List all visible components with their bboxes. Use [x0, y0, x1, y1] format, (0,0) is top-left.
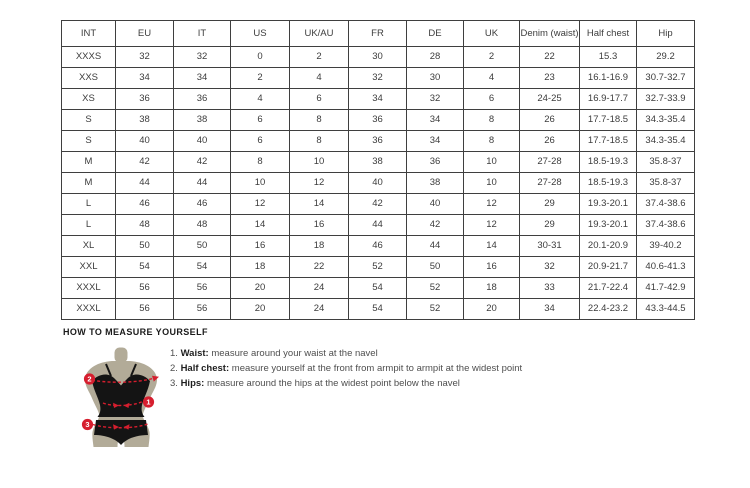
size-cell: 32 — [349, 68, 407, 89]
size-table-header-row — [62, 21, 695, 47]
size-cell: 46 — [116, 194, 174, 215]
size-cell: 16 — [290, 215, 349, 236]
size-cell: 48 — [174, 215, 231, 236]
size-cell: 16 — [464, 257, 520, 278]
size-cell: 16.1-16.9 — [580, 68, 637, 89]
size-cell: 20.9-21.7 — [580, 257, 637, 278]
size-cell: 40 — [116, 131, 174, 152]
size-cell: 34 — [349, 89, 407, 110]
size-cell: 18 — [231, 257, 290, 278]
size-cell: 12 — [464, 215, 520, 236]
size-cell: 18.5-19.3 — [580, 173, 637, 194]
size-cell: 4 — [231, 89, 290, 110]
size-cell: 27-28 — [520, 152, 580, 173]
size-cell: 0 — [231, 47, 290, 68]
size-cell: 17.7-18.5 — [580, 131, 637, 152]
size-cell: 42 — [174, 152, 231, 173]
size-cell: XXXL — [62, 278, 116, 299]
size-cell: 19.3-20.1 — [580, 194, 637, 215]
size-cell: 41.7-42.9 — [637, 278, 695, 299]
size-cell: L — [62, 215, 116, 236]
size-cell: 34 — [407, 131, 464, 152]
size-cell: 6 — [231, 131, 290, 152]
size-cell: 19.3-20.1 — [580, 215, 637, 236]
size-cell: 38 — [174, 110, 231, 131]
size-col-header: Half chest — [580, 21, 637, 47]
size-cell: 18 — [464, 278, 520, 299]
size-cell: 17.7-18.5 — [580, 110, 637, 131]
size-cell: 15.3 — [580, 47, 637, 68]
size-cell: 23 — [520, 68, 580, 89]
size-cell: 40 — [174, 131, 231, 152]
size-cell: 16.9-17.7 — [580, 89, 637, 110]
size-cell: M — [62, 173, 116, 194]
size-cell: 52 — [407, 299, 464, 320]
size-cell: XXXL — [62, 299, 116, 320]
hips-badge-number: 3 — [85, 420, 90, 430]
size-cell: 42 — [349, 194, 407, 215]
size-cell: 16 — [231, 236, 290, 257]
size-table-row — [62, 47, 695, 68]
size-cell: 18.5-19.3 — [580, 152, 637, 173]
size-cell: 43.3-44.5 — [637, 299, 695, 320]
size-col-header: DE — [407, 21, 464, 47]
size-cell: 50 — [407, 257, 464, 278]
size-cell: 20.1-20.9 — [580, 236, 637, 257]
size-cell: 22 — [520, 47, 580, 68]
size-cell: 54 — [174, 257, 231, 278]
size-cell: 34 — [116, 68, 174, 89]
size-col-header: INT — [62, 21, 116, 47]
size-col-header: IT — [174, 21, 231, 47]
size-table-row — [62, 68, 695, 89]
size-cell: 6 — [231, 110, 290, 131]
size-table-body — [62, 21, 695, 320]
measure-steps — [170, 349, 522, 393]
size-col-header: US — [231, 21, 290, 47]
size-cell: 10 — [464, 152, 520, 173]
size-cell: 56 — [116, 278, 174, 299]
size-cell: 29 — [520, 215, 580, 236]
size-cell: 29.2 — [637, 47, 695, 68]
size-cell: 20 — [231, 278, 290, 299]
half-chest-badge-number: 2 — [87, 374, 92, 384]
size-cell: 10 — [290, 152, 349, 173]
size-cell: 32 — [407, 89, 464, 110]
size-cell: 38 — [349, 152, 407, 173]
size-cell: 8 — [290, 110, 349, 131]
size-table-row — [62, 278, 695, 299]
size-cell: 40 — [349, 173, 407, 194]
size-cell: 50 — [116, 236, 174, 257]
size-cell: S — [62, 131, 116, 152]
size-cell: L — [62, 194, 116, 215]
size-col-header: EU — [116, 21, 174, 47]
size-cell: 8 — [290, 131, 349, 152]
waist-badge-number: 1 — [146, 397, 151, 407]
size-col-header: UK — [464, 21, 520, 47]
size-cell: 14 — [231, 215, 290, 236]
size-cell: 12 — [290, 173, 349, 194]
size-cell: 32 — [520, 257, 580, 278]
size-cell: 14 — [290, 194, 349, 215]
size-table-row — [62, 89, 695, 110]
size-cell: 54 — [116, 257, 174, 278]
size-cell: S — [62, 110, 116, 131]
hips-badge — [82, 419, 93, 430]
size-cell: 40 — [407, 194, 464, 215]
size-cell: 54 — [349, 299, 407, 320]
size-cell: 22 — [290, 257, 349, 278]
size-table-row — [62, 131, 695, 152]
size-cell: 22.4-23.2 — [580, 299, 637, 320]
size-table-row — [62, 194, 695, 215]
size-cell: 4 — [464, 68, 520, 89]
size-cell: M — [62, 152, 116, 173]
size-cell: 34 — [407, 110, 464, 131]
size-table-row — [62, 215, 695, 236]
size-cell: 34.3-35.4 — [637, 110, 695, 131]
size-cell: 8 — [464, 110, 520, 131]
size-cell: 54 — [349, 278, 407, 299]
size-cell: 30.7-32.7 — [637, 68, 695, 89]
size-cell: 36 — [349, 131, 407, 152]
size-cell: 52 — [349, 257, 407, 278]
size-cell: 46 — [349, 236, 407, 257]
size-cell: 29 — [520, 194, 580, 215]
size-cell: 36 — [349, 110, 407, 131]
half-chest-badge — [84, 373, 95, 384]
size-cell: 36 — [407, 152, 464, 173]
size-cell: 35.8-37 — [637, 152, 695, 173]
size-cell: 10 — [231, 173, 290, 194]
size-table-row — [62, 257, 695, 278]
size-cell: 27-28 — [520, 173, 580, 194]
size-cell: XL — [62, 236, 116, 257]
size-table-row — [62, 152, 695, 173]
size-cell: 33 — [520, 278, 580, 299]
size-cell: 30 — [407, 68, 464, 89]
size-cell: 14 — [464, 236, 520, 257]
size-cell: 34 — [174, 68, 231, 89]
size-cell: 44 — [116, 173, 174, 194]
size-cell: 24 — [290, 299, 349, 320]
waist-badge — [143, 396, 154, 407]
measure-section-title: HOW TO MEASURE YOURSELF — [63, 327, 208, 337]
size-table — [61, 20, 695, 320]
size-cell: XS — [62, 89, 116, 110]
size-cell: 42 — [116, 152, 174, 173]
size-cell: 38 — [116, 110, 174, 131]
size-cell: 38 — [407, 173, 464, 194]
size-cell: 26 — [520, 131, 580, 152]
size-table-row — [62, 299, 695, 320]
size-cell: 46 — [174, 194, 231, 215]
size-cell: 37.4-38.6 — [637, 194, 695, 215]
size-col-header: UK/AU — [290, 21, 349, 47]
size-cell: XXL — [62, 257, 116, 278]
size-table-row — [62, 236, 695, 257]
size-cell: 6 — [290, 89, 349, 110]
size-cell: 24 — [290, 278, 349, 299]
size-cell: 56 — [174, 278, 231, 299]
size-cell: 10 — [464, 173, 520, 194]
size-cell: 34.3-35.4 — [637, 131, 695, 152]
size-cell: 36 — [116, 89, 174, 110]
size-cell: 12 — [464, 194, 520, 215]
size-cell: 32 — [116, 47, 174, 68]
size-cell: 30 — [349, 47, 407, 68]
size-cell: 20 — [464, 299, 520, 320]
size-cell: 30-31 — [520, 236, 580, 257]
size-table-row — [62, 173, 695, 194]
size-cell: 2 — [464, 47, 520, 68]
size-cell: 34 — [520, 299, 580, 320]
size-cell: 26 — [520, 110, 580, 131]
size-cell: 52 — [407, 278, 464, 299]
size-col-header: FR — [349, 21, 407, 47]
size-cell: 4 — [290, 68, 349, 89]
size-cell: 28 — [407, 47, 464, 68]
size-cell: 37.4-38.6 — [637, 215, 695, 236]
size-cell: 32 — [174, 47, 231, 68]
size-cell: 2 — [231, 68, 290, 89]
size-cell: 44 — [174, 173, 231, 194]
size-cell: 8 — [231, 152, 290, 173]
size-cell: 42 — [407, 215, 464, 236]
size-cell: 44 — [407, 236, 464, 257]
measure-step: 1. Waist: measure around your waist at the navel — [170, 348, 378, 359]
size-cell: 32.7-33.9 — [637, 89, 695, 110]
measure-step: 2. Half chest: measure yourself at the front from armpit to armpit at the widest point — [170, 362, 523, 374]
size-cell: 35.8-37 — [637, 173, 695, 194]
size-cell: 48 — [116, 215, 174, 236]
size-cell: 39-40.2 — [637, 236, 695, 257]
size-cell: 36 — [174, 89, 231, 110]
size-cell: 6 — [464, 89, 520, 110]
size-cell: 2 — [290, 47, 349, 68]
size-col-header: Hip — [637, 21, 695, 47]
size-cell: 12 — [231, 194, 290, 215]
size-col-header: Denim (waist) — [520, 21, 580, 47]
size-cell: XXS — [62, 68, 116, 89]
size-cell: 24-25 — [520, 89, 580, 110]
size-cell: XXXS — [62, 47, 116, 68]
size-cell: 20 — [231, 299, 290, 320]
measurement-figure — [76, 347, 172, 449]
size-cell: 56 — [116, 299, 174, 320]
size-cell: 21.7-22.4 — [580, 278, 637, 299]
measure-step: 3. Hips: measure around the hips at the widest point below the navel — [170, 377, 460, 389]
size-cell: 56 — [174, 299, 231, 320]
size-cell: 44 — [349, 215, 407, 236]
size-cell: 18 — [290, 236, 349, 257]
size-cell: 40.6-41.3 — [637, 257, 695, 278]
size-cell: 8 — [464, 131, 520, 152]
size-cell: 50 — [174, 236, 231, 257]
size-table-row — [62, 110, 695, 131]
